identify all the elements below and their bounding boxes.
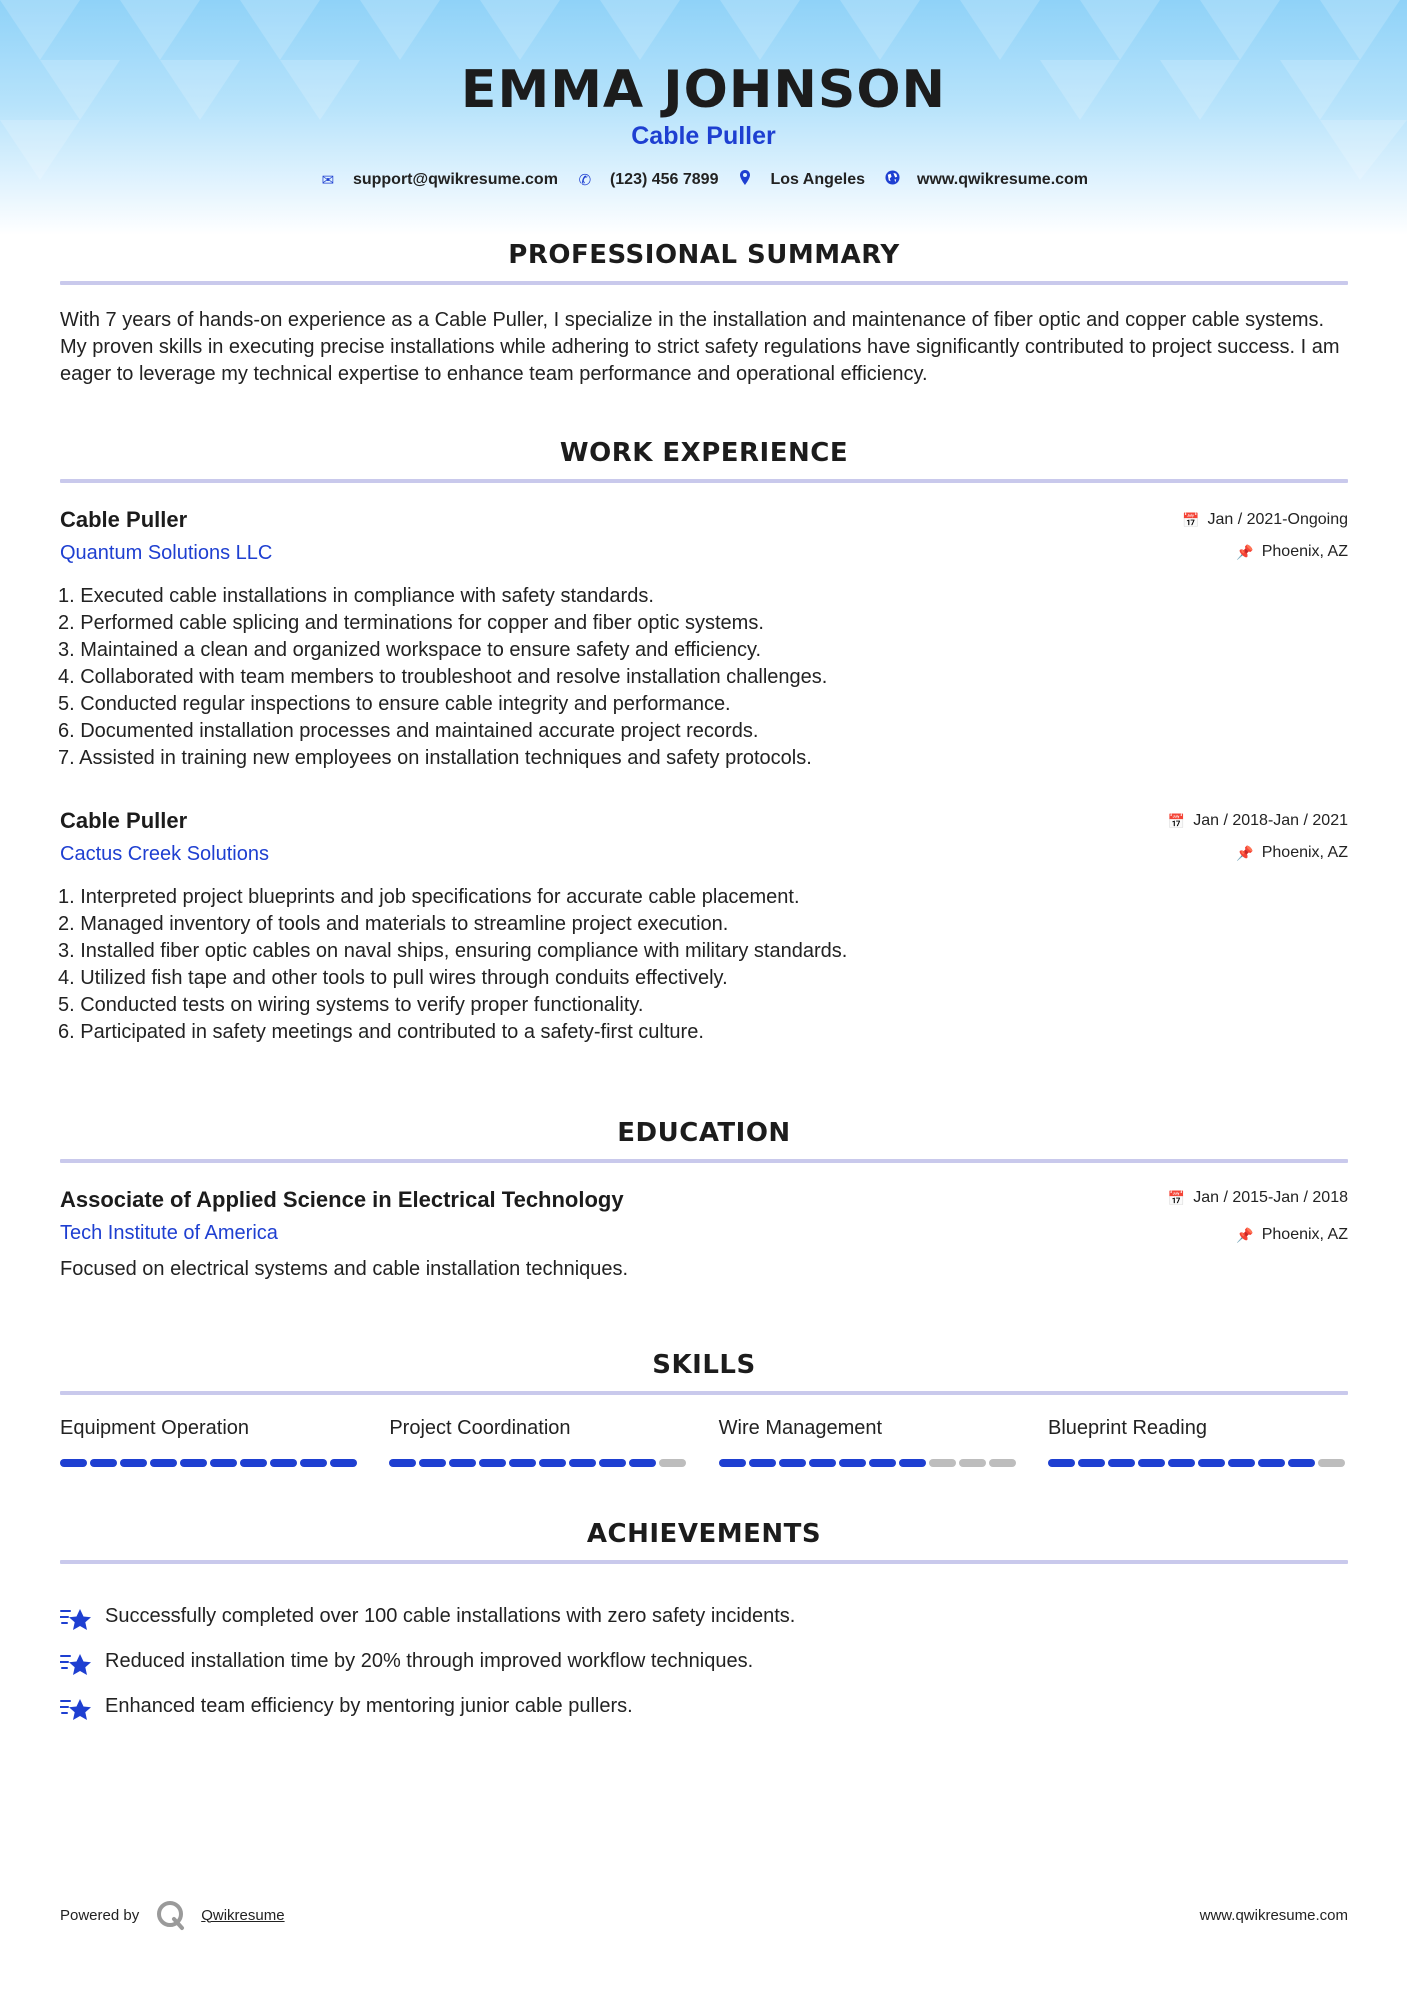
school-name[interactable]: Tech Institute of America — [60, 1222, 278, 1244]
skill-level-bar — [389, 1459, 689, 1467]
job-entry — [60, 507, 1348, 777]
skill-segment-filled — [210, 1459, 237, 1467]
skill-segment-filled — [629, 1459, 656, 1467]
skill-segment-filled — [899, 1459, 926, 1467]
skill-segment-filled — [1228, 1459, 1255, 1467]
section-divider — [60, 479, 1348, 483]
list-item — [60, 1639, 795, 1684]
job-bullets — [58, 884, 847, 1046]
job-title: Cable Puller — [60, 507, 188, 532]
section-divider — [60, 281, 1348, 285]
skill-name: Wire Management — [718, 1417, 883, 1439]
skill-segment-filled — [1258, 1459, 1285, 1467]
section-divider — [60, 1159, 1348, 1163]
achievements-list — [60, 1594, 795, 1729]
education-date — [1168, 1189, 1348, 1207]
skill-name: Blueprint Reading — [1047, 1417, 1207, 1439]
section-title: PROFESSIONAL SUMMARY — [508, 240, 900, 270]
calendar-icon: 📅 — [1182, 511, 1200, 528]
map-pin-icon — [736, 170, 754, 189]
achievements-section — [60, 1516, 1348, 1736]
job-entry — [60, 808, 1348, 1048]
job-date — [1182, 511, 1348, 529]
skill-segment-filled — [1048, 1459, 1075, 1467]
section-title: EDUCATION — [617, 1118, 791, 1148]
skill-segment-empty — [659, 1459, 686, 1467]
job-company[interactable]: Cactus Creek Solutions — [60, 843, 269, 865]
skill-segment-empty — [989, 1459, 1016, 1467]
list-item: 6. Participated in safety meetings and contributed to a safety-first culture. — [58, 1021, 704, 1043]
list-item: 2. Performed cable splicing and terminations for copper and fiber optic systems. — [58, 612, 764, 634]
list-item: 4. Collaborated with team members to troubleshoot and resolve installation challenges. — [58, 666, 828, 688]
job-location — [1236, 844, 1348, 862]
skill-level-bar — [719, 1459, 1019, 1467]
list-item: 5. Conducted tests on wiring systems to verify proper functionality. — [58, 994, 644, 1016]
skill-item — [1048, 1417, 1348, 1467]
star-icon — [60, 1695, 92, 1725]
list-item — [60, 1684, 795, 1729]
list-item: 2. Managed inventory of tools and materials to streamline project execution. — [58, 913, 729, 935]
skill-segment-filled — [779, 1459, 806, 1467]
list-item: 3. Maintained a clean and organized workspace to ensure safety and efficiency. — [58, 639, 762, 661]
skill-segment-filled — [449, 1459, 476, 1467]
pushpin-icon: 📌 — [1236, 844, 1254, 861]
job-bullets — [58, 583, 827, 772]
education-description: Focused on electrical systems and cable installation techniques. — [60, 1258, 629, 1280]
contact-phone[interactable] — [576, 171, 719, 189]
skill-segment-filled — [749, 1459, 776, 1467]
skills-section — [60, 1347, 1348, 1477]
envelope-icon: ✉ — [321, 171, 335, 189]
skill-segment-filled — [509, 1459, 536, 1467]
pushpin-icon: 📌 — [1236, 1226, 1254, 1243]
job-title: Cable Puller — [60, 808, 188, 833]
email-text: support@qwikresume.com — [352, 170, 558, 188]
candidate-role: Cable Puller — [631, 122, 776, 150]
achievement-text: Successfully completed over 100 cable installations with zero safety incidents. — [105, 1605, 796, 1627]
skill-segment-filled — [330, 1459, 357, 1467]
skill-segment-filled — [300, 1459, 327, 1467]
phone-icon: ✆ — [578, 171, 592, 189]
skill-segment-filled — [719, 1459, 746, 1467]
skill-segment-filled — [120, 1459, 147, 1467]
skill-segment-filled — [479, 1459, 506, 1467]
skill-segment-filled — [539, 1459, 566, 1467]
section-divider — [60, 1391, 1348, 1395]
skill-segment-filled — [839, 1459, 866, 1467]
list-item: 1. Interpreted project blueprints and job specifications for accurate cable placement. — [58, 886, 800, 908]
list-item: 4. Utilized fish tape and other tools to pull wires through conduits effectively. — [58, 967, 728, 989]
powered-by-label: Powered by — [60, 1906, 140, 1924]
skill-segment-filled — [1108, 1459, 1135, 1467]
skill-segment-filled — [1168, 1459, 1195, 1467]
skill-segment-filled — [569, 1459, 596, 1467]
job-company[interactable]: Quantum Solutions LLC — [60, 542, 273, 564]
qwikresume-link[interactable]: Qwikresume — [201, 1906, 285, 1924]
list-item: 3. Installed fiber optic cables on naval ships, ensuring compliance with military standards. — [58, 940, 848, 962]
job-date-text: Jan / 2021-Ongoing — [1207, 511, 1348, 528]
contact-location — [736, 170, 865, 189]
list-item: 5. Conducted regular inspections to ensure cable integrity and performance. — [58, 693, 731, 715]
skill-segment-filled — [90, 1459, 117, 1467]
website-text: www.qwikresume.com — [917, 170, 1089, 188]
candidate-name: EMMA JOHNSON — [460, 60, 947, 120]
contact-email[interactable] — [319, 171, 558, 189]
calendar-icon: 📅 — [1167, 1189, 1186, 1206]
star-icon — [60, 1605, 92, 1635]
skill-segment-filled — [270, 1459, 297, 1467]
qwikresume-logo-icon — [155, 1899, 187, 1931]
summary-section — [60, 237, 1348, 388]
footer — [60, 1900, 1348, 1930]
skill-segment-filled — [1138, 1459, 1165, 1467]
skill-segment-empty — [1318, 1459, 1345, 1467]
education-entry — [60, 1187, 1348, 1287]
contact-bar — [0, 170, 1407, 189]
job-location — [1236, 543, 1348, 561]
skill-segment-filled — [180, 1459, 207, 1467]
achievement-text: Reduced installation time by 20% through improved workflow techniques. — [105, 1650, 754, 1672]
achievement-text: Enhanced team efficiency by mentoring junior cable pullers. — [105, 1695, 633, 1717]
section-title: WORK EXPERIENCE — [559, 438, 849, 468]
job-location-text: Phoenix, AZ — [1261, 844, 1348, 861]
resume-header — [0, 55, 1407, 151]
skill-item — [389, 1417, 689, 1467]
experience-section — [58, 435, 1348, 1043]
skill-level-bar — [1048, 1459, 1348, 1467]
degree-title: Associate of Applied Science in Electrical Technology — [60, 1187, 624, 1212]
summary-text: With 7 years of hands-on experience as a Cable Puller, I specialize in the installation and maintenance of fiber optic and copper cable systems. My proven skills in executing precise installations while adhering to strict safety regulations have significantly contributed to project success. I am eager to leverage my technical expertise to enhance team performance and operational efficiency. — [60, 309, 1340, 385]
calendar-icon: 📅 — [1167, 812, 1186, 829]
skill-item — [60, 1417, 360, 1467]
phone-text: (123) 456 7899 — [609, 170, 719, 188]
footer-website[interactable]: www.qwikresume.com — [1199, 1906, 1348, 1924]
section-title: SKILLS — [652, 1350, 756, 1380]
education-location — [1236, 1226, 1348, 1244]
skill-segment-filled — [869, 1459, 896, 1467]
skill-segment-filled — [150, 1459, 177, 1467]
skill-segment-filled — [1078, 1459, 1105, 1467]
section-title: ACHIEVEMENTS — [586, 1519, 822, 1549]
skill-segment-filled — [1198, 1459, 1225, 1467]
list-item: 7. Assisted in training new employees on installation techniques and safety protocols. — [58, 747, 812, 769]
education-section — [60, 1115, 1348, 1295]
skill-segment-filled — [599, 1459, 626, 1467]
section-divider — [60, 1560, 1348, 1564]
pushpin-icon: 📌 — [1236, 543, 1254, 560]
powered-by — [60, 1899, 285, 1931]
list-item: 1. Executed cable installations in compliance with safety standards. — [58, 585, 654, 607]
skill-segment-filled — [240, 1459, 267, 1467]
job-location-text: Phoenix, AZ — [1261, 543, 1348, 560]
star-icon — [60, 1650, 92, 1680]
globe-icon — [883, 170, 901, 189]
skills-row — [60, 1417, 1348, 1467]
skill-segment-filled — [60, 1459, 87, 1467]
job-date — [1168, 812, 1348, 830]
list-item — [60, 1594, 795, 1639]
skill-segment-filled — [809, 1459, 836, 1467]
location-text: Los Angeles — [770, 170, 866, 188]
education-date-text: Jan / 2015-Jan / 2018 — [1193, 1189, 1348, 1206]
job-date-text: Jan / 2018-Jan / 2021 — [1193, 812, 1348, 829]
skill-segment-filled — [1288, 1459, 1315, 1467]
list-item: 6. Documented installation processes and maintained accurate project records. — [58, 720, 759, 742]
skill-name: Equipment Operation — [60, 1417, 250, 1439]
contact-website[interactable] — [883, 170, 1088, 189]
skill-level-bar — [60, 1459, 360, 1467]
skill-segment-empty — [959, 1459, 986, 1467]
skill-segment-filled — [419, 1459, 446, 1467]
skill-item — [719, 1417, 1019, 1467]
skill-segment-filled — [389, 1459, 416, 1467]
education-location-text: Phoenix, AZ — [1261, 1226, 1348, 1243]
skill-segment-empty — [929, 1459, 956, 1467]
skill-name: Project Coordination — [389, 1417, 571, 1439]
